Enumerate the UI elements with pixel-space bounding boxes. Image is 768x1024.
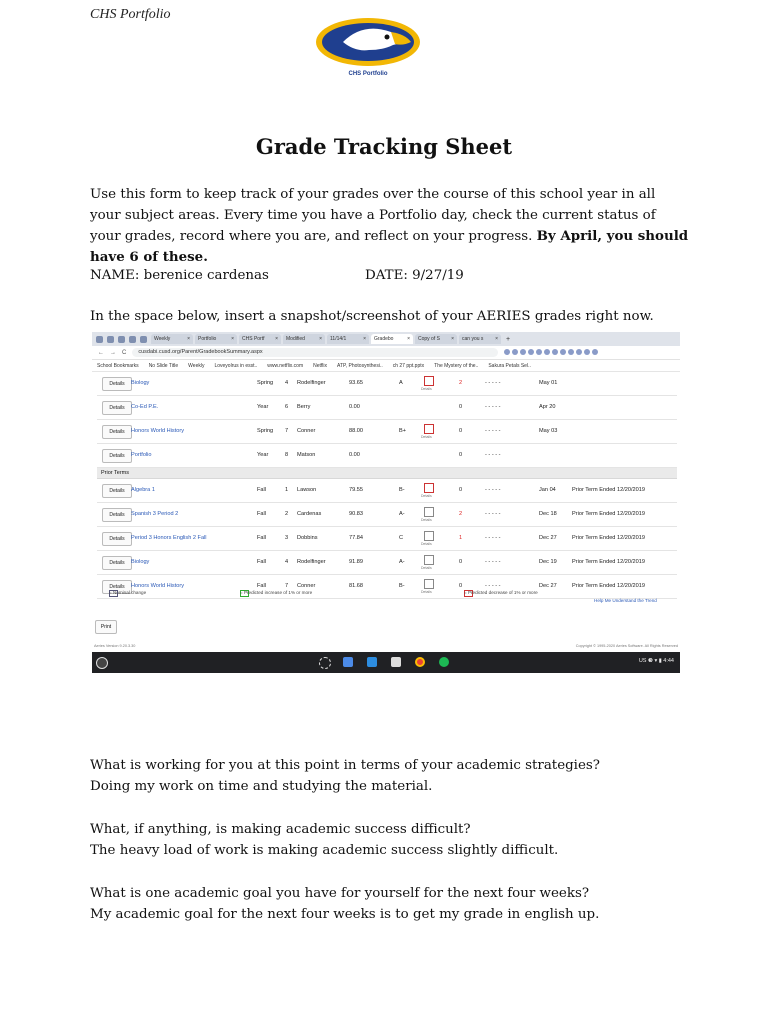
app-icon — [96, 336, 103, 343]
term-cell: Fall — [257, 559, 267, 565]
bookmark-item[interactable]: Sakura Petals Sel.. — [488, 362, 531, 369]
history-cell: - - - - - — [485, 487, 501, 493]
missing-count-cell: 0 — [459, 559, 463, 565]
mark-cell: A — [399, 380, 403, 386]
reload-icon[interactable]: C — [122, 349, 127, 356]
trend-nominal-icon[interactable] — [421, 555, 434, 570]
course-link[interactable]: Portfolio — [131, 452, 152, 458]
back-icon[interactable]: ← — [98, 349, 104, 356]
date-field: DATE: 9/27/19 — [365, 268, 464, 283]
percent-cell: 88.00 — [349, 428, 363, 434]
mark-cell: B- — [399, 583, 405, 589]
spotify-icon[interactable] — [439, 657, 449, 667]
missing-count-cell: 0 — [459, 404, 463, 410]
term-cell: Year — [257, 404, 269, 410]
table-row — [97, 372, 677, 396]
instruction-text: In the space below, insert a snapshot/screenshot of your AERIES grades right now. — [90, 309, 654, 324]
trend-nominal-icon[interactable] — [421, 531, 434, 546]
tab-list — [151, 334, 501, 344]
term-cell: Fall — [257, 583, 267, 589]
history-cell: - - - - - — [485, 535, 501, 541]
browser-tab[interactable] — [327, 334, 369, 344]
bookmark-item[interactable]: Weekly — [188, 362, 205, 369]
teacher-cell: Rodelfinger — [297, 380, 326, 386]
close-tab-icon[interactable]: × — [319, 336, 322, 342]
mark-cell: B+ — [399, 428, 406, 434]
table-row — [97, 527, 677, 551]
browser-tab[interactable] — [415, 334, 457, 344]
percent-cell: 93.65 — [349, 380, 363, 386]
answer-3: My academic goal for the next four weeks is to get my grade in english up. — [90, 907, 600, 922]
app-icon — [118, 336, 125, 343]
trend-details-label: Details — [421, 590, 432, 594]
details-button[interactable]: Details — [102, 508, 132, 522]
gradebook-table — [97, 372, 677, 599]
tab-title: CHS Portf — [242, 336, 265, 342]
period-cell: 2 — [285, 511, 289, 517]
table-row — [97, 420, 677, 444]
trend-down-icon[interactable] — [421, 376, 434, 391]
course-link[interactable]: Honors World History — [131, 428, 185, 434]
trend-down-icon[interactable] — [421, 424, 434, 439]
close-tab-icon[interactable]: × — [275, 336, 278, 342]
bookmark-item[interactable]: Loveyolrus in esst.. — [214, 362, 258, 369]
term-cell: Fall — [257, 511, 267, 517]
intro-paragraph — [90, 184, 690, 268]
trend-details-label: Details — [421, 435, 432, 439]
teacher-cell: Lawson — [297, 487, 317, 493]
missing-count-cell: 0 — [459, 452, 463, 458]
term-note-cell: Prior Term Ended 12/20/2019 — [572, 511, 645, 517]
last-updated-cell: Dec 18 — [539, 511, 557, 517]
term-cell: Spring — [257, 428, 274, 434]
percent-cell: 81.68 — [349, 583, 363, 589]
table-row — [97, 575, 677, 599]
trend-details-label: Details — [421, 387, 432, 391]
history-cell: - - - - - — [485, 380, 501, 386]
details-button[interactable]: Details — [102, 425, 132, 439]
last-updated-cell: Apr 20 — [539, 404, 556, 410]
bookmark-item[interactable]: School Bookmarks — [97, 362, 139, 369]
history-cell: - - - - - — [485, 511, 501, 517]
course-link[interactable]: Biology — [131, 380, 150, 386]
period-cell: 7 — [285, 428, 289, 434]
prior-terms-header: Prior Terms — [97, 468, 677, 479]
close-tab-icon[interactable]: × — [363, 336, 366, 342]
app-icon — [129, 336, 136, 343]
forward-icon[interactable]: → — [110, 349, 116, 356]
details-button[interactable]: Details — [102, 377, 132, 391]
period-cell: 4 — [285, 380, 289, 386]
term-cell: Fall — [257, 487, 267, 493]
browser-tab[interactable] — [195, 334, 237, 344]
course-link[interactable]: Honors World History — [131, 583, 185, 589]
percent-cell: 77.84 — [349, 535, 363, 541]
aeries-version: Aeries Version 9.20.3.30 — [94, 644, 136, 648]
details-button[interactable]: Details — [102, 449, 132, 463]
teacher-cell: Matson — [297, 452, 316, 458]
period-cell: 6 — [285, 404, 289, 410]
teacher-cell: Conner — [297, 428, 316, 434]
missing-count-cell: 0 — [459, 583, 463, 589]
files-app-icon[interactable] — [343, 657, 353, 667]
intro-emphasis: By April, you should have 6 of these. — [90, 228, 689, 265]
period-cell: 1 — [285, 487, 289, 493]
history-cell: - - - - - — [485, 452, 501, 458]
print-button[interactable]: Print — [95, 620, 117, 634]
last-updated-cell: Dec 27 — [539, 535, 557, 541]
launcher-icon[interactable] — [96, 657, 108, 669]
course-link[interactable]: Spanish 3 Period 2 — [131, 511, 179, 517]
teacher-cell: Conner — [297, 583, 316, 589]
term-note-cell: Prior Term Ended 12/20/2019 — [572, 487, 645, 493]
history-cell: - - - - - — [485, 559, 501, 565]
address-bar — [92, 346, 680, 360]
percent-cell: 0.00 — [349, 452, 360, 458]
term-note-cell: Prior Term Ended 12/20/2019 — [572, 559, 645, 565]
browser-tab-bar — [92, 332, 680, 346]
trend-details-label: Details — [421, 518, 432, 522]
bookmark-item[interactable]: The Mystery of the.. — [434, 362, 479, 369]
history-cell: - - - - - — [485, 404, 501, 410]
percent-cell: 79.55 — [349, 487, 363, 493]
mark-cell: A- — [399, 511, 405, 517]
history-cell: - - - - - — [485, 583, 501, 589]
status-tray[interactable]: US ❸ ▾ ▮ 4:44 — [638, 658, 674, 664]
table-row — [97, 551, 677, 575]
missing-count-cell: 2 — [459, 380, 463, 386]
trend-nominal-icon[interactable] — [421, 579, 434, 594]
details-button[interactable]: Details — [102, 556, 132, 570]
bookmark-item[interactable]: ATP, Photosynthesi.. — [337, 362, 383, 369]
os-taskbar — [92, 652, 680, 673]
period-cell: 3 — [285, 535, 289, 541]
camera-app-icon[interactable] — [391, 657, 401, 667]
browser-tab[interactable] — [151, 334, 193, 344]
trend-down-icon[interactable] — [421, 483, 434, 498]
details-button[interactable]: Details — [102, 401, 132, 415]
mark-cell: C — [399, 535, 404, 541]
question-2: What, if anything, is making academic success difficult? — [90, 822, 471, 837]
mark-cell: B- — [399, 487, 405, 493]
help-trend-link[interactable]: Help Me Understand the Trend — [594, 598, 657, 603]
table-row — [97, 503, 677, 527]
term-note-cell: Prior Term Ended 12/20/2019 — [572, 535, 645, 541]
percent-cell: 90.83 — [349, 511, 363, 517]
intro-text: Use this form to keep track of your grades over the course of this school year in all your subject areas. Every time you have a Portfolio day, check the current status of your grades, record where you are, and reflect on your progress. — [90, 187, 656, 244]
browser-tab[interactable] — [459, 334, 501, 344]
answer-1: Doing my work on time and studying the material. — [90, 779, 433, 794]
teacher-cell: Rodelfinger — [297, 559, 326, 565]
missing-count-cell: 0 — [459, 487, 463, 493]
close-tab-icon[interactable]: × — [231, 336, 234, 342]
trend-details-label: Details — [421, 566, 432, 570]
course-link[interactable]: Co-Ed P.E. — [131, 404, 159, 410]
teacher-cell: Berry — [297, 404, 311, 410]
missing-count-cell: 1 — [459, 535, 463, 541]
aeries-screenshot: Weekly × Portfolio × CHS Portf × Modified × 11/14/1 × Gradebo × Copy of S × can you s × + ← → C cusdabi.cusd.org/Parent/GradebookSummary.aspx School Bookmarks No Slide Title Weekly Loveyolrus in esst.. www.netflix.com Netflix ATP, Photosynthesi.. ch 27 ppt.pptx The Mystery of the.. Sakura Petals Sel.. Details Biology Spring 4 Rodelfinger 93.65 A - - - - - May 01 2 Details Details Co-Ed P.E. Year 6 Berry 0.00 - - - - - Apr 20 0 Details Honors World History Spring 7 Conner 88.00 B+ - - - - - May 03 0 Details Details Portfolio Year 8 Matson 0.00 - - - - - 0 Prior Terms Details Algebra 1 Fall 1 Lawson 79.55 B- - - - - - Jan 04 Prior Term Ended 12/20/2019 0 Details Details Spanish 3 Period 2 Fall 2 Cardenas 90.83 A- - - - - - Dec 18 Prior Term Ended 12/20/2019 2 Details Details Period 3 Honors English 2 Fall Fall 3 Dobbins 77.84 C - - - - - Dec 27 Prior Term Ended 12/20/2019 1 Details Details Biology Fall 4 Rodelfinger 91.89 A- - - - - - Dec 19 Prior Term Ended 12/20/2019 0 Details Details Honors World History Fall 7 Conner 81.68 B- - - - - - Dec 27 Prior Term Ended 12/20/2019 0 Details = Nominal change = Predicted increase of 1% or more = Predicted decrease of 1% or more Help Me Understand the Trend Print Aeries Version 9.20.3.30 Copyright © 1995-2020 Aeries Software. All Rights Reserved US ❸ ▾ ▮ 4:44 — [92, 332, 680, 673]
tab-title: Weekly — [154, 336, 171, 342]
missing-count-cell: 2 — [459, 511, 463, 517]
course-link[interactable]: Biology — [131, 559, 150, 565]
details-button[interactable]: Details — [102, 484, 132, 498]
chrome-icon[interactable] — [415, 657, 425, 667]
table-row — [97, 396, 677, 420]
close-tab-icon[interactable]: × — [187, 336, 190, 342]
tab-title: Portfolio — [198, 336, 217, 342]
percent-cell: 91.89 — [349, 559, 363, 565]
teacher-cell: Dobbins — [297, 535, 318, 541]
trend-details-label: Details — [421, 542, 432, 546]
mark-cell: A- — [399, 559, 405, 565]
name-field: NAME: berenice cardenas — [90, 268, 269, 283]
teacher-cell: Cardenas — [297, 511, 322, 517]
browser-tab[interactable] — [239, 334, 281, 344]
term-note-cell: Prior Term Ended 12/20/2019 — [572, 583, 645, 589]
last-updated-cell: May 01 — [539, 380, 558, 386]
tab-title: Copy of S — [418, 336, 440, 342]
bookmark-item[interactable]: www.netflix.com — [267, 362, 304, 369]
term-cell: Fall — [257, 535, 267, 541]
last-updated-cell: Dec 19 — [539, 559, 557, 565]
last-updated-cell: May 03 — [539, 428, 558, 434]
tab-title: 11/14/1 — [330, 336, 347, 342]
header-label: CHS Portfolio — [90, 7, 171, 22]
trend-details-label: Details — [421, 494, 432, 498]
close-tab-icon[interactable]: × — [407, 336, 410, 342]
question-1: What is working for you at this point in terms of your academic strategies? — [90, 758, 600, 773]
period-cell: 7 — [285, 583, 289, 589]
trend-nominal-icon[interactable] — [421, 507, 434, 522]
course-link[interactable]: Period 3 Honors English 2 Fall — [131, 535, 207, 541]
period-cell: 4 — [285, 559, 289, 565]
bookmark-item[interactable]: No Slide Title — [148, 362, 179, 369]
history-cell: - - - - - — [485, 428, 501, 434]
close-tab-icon[interactable]: × — [451, 336, 454, 342]
term-cell: Year — [257, 452, 269, 458]
app-icon — [140, 336, 147, 343]
table-row — [97, 444, 677, 468]
text-app-icon[interactable] — [367, 657, 377, 667]
period-cell: 8 — [285, 452, 289, 458]
details-button[interactable]: Details — [102, 532, 132, 546]
new-tab-icon[interactable]: + — [506, 335, 511, 343]
logo-caption: CHS Portfolio — [348, 71, 388, 77]
aeries-copyright: Copyright © 1995-2020 Aeries Software. All Rights Reserved — [575, 644, 678, 648]
tab-title: Modified — [286, 336, 305, 342]
close-tab-icon[interactable]: × — [495, 336, 498, 342]
browser-tab[interactable] — [371, 334, 413, 344]
details-button[interactable]: Details — [102, 580, 132, 594]
url-input[interactable]: cusdabi.cusd.org/Parent/GradebookSummary.aspx — [132, 348, 498, 357]
course-link[interactable]: Algebra 1 — [131, 487, 155, 493]
tab-title: can you s — [462, 336, 484, 342]
answer-2: The heavy load of work is making academic success slightly difficult. — [90, 843, 559, 858]
browser-tab[interactable] — [283, 334, 325, 344]
last-updated-cell: Jan 04 — [539, 487, 556, 493]
tab-title: Gradebo — [374, 336, 394, 342]
term-cell: Spring — [257, 380, 274, 386]
question-3: What is one academic goal you have for yourself for the next four weeks? — [90, 886, 589, 901]
loading-icon — [319, 657, 331, 669]
extensions-icons — [504, 349, 600, 357]
bookmarks-bar — [92, 360, 680, 372]
app-icon — [107, 336, 114, 343]
bookmark-item[interactable]: Netflix — [313, 362, 328, 369]
last-updated-cell: Dec 27 — [539, 583, 557, 589]
bookmark-item[interactable]: ch 27 ppt.pptx — [392, 362, 425, 369]
missing-count-cell: 0 — [459, 428, 463, 434]
percent-cell: 0.00 — [349, 404, 360, 410]
page-title: Grade Tracking Sheet — [255, 134, 513, 159]
table-row — [97, 479, 677, 503]
